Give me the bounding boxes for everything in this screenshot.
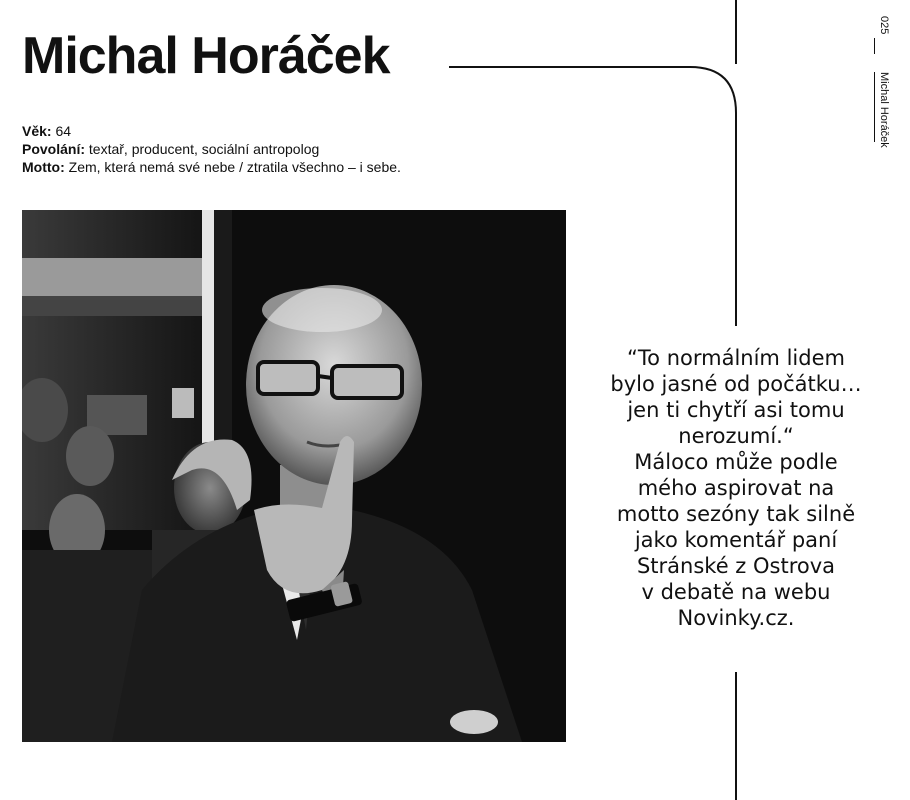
- age-row: [22, 122, 401, 140]
- age-label: Věk:: [22, 123, 52, 139]
- quote-line: jako komentář paní: [634, 528, 838, 552]
- quote-line: Stránské z Ostrova: [636, 554, 836, 578]
- page-number-tick: [874, 38, 875, 54]
- quote-line: bylo jasné od počátku…: [610, 372, 862, 396]
- motto-label: Motto:: [22, 159, 65, 175]
- occupation-value: textař, producent, sociální antropolog: [88, 141, 320, 157]
- running-name-rule: [874, 72, 875, 142]
- portrait-illustration: [22, 210, 566, 742]
- quote-line: motto sezóny tak silně: [616, 502, 856, 526]
- quote-line: “To normálním lidem: [627, 346, 845, 370]
- occupation-row: [22, 140, 401, 158]
- profile-info: [22, 122, 401, 176]
- portrait-photo: [22, 210, 566, 742]
- pull-quote: [586, 345, 886, 631]
- quote-line: v debatě na webu: [641, 580, 831, 604]
- age-value: 64: [55, 123, 72, 139]
- motto-row: [22, 158, 401, 176]
- page-number: 025: [878, 16, 890, 35]
- running-name: Michal Horáček: [878, 72, 890, 148]
- quote-line: Máloco může podle: [634, 450, 838, 474]
- page-title: Michal Horáček: [22, 27, 390, 85]
- motto-value: Zem, která nemá své nebe / ztratila všechno – i sebe.: [68, 159, 401, 175]
- quote-line: nerozumí.“: [678, 424, 794, 448]
- quote-line: mého aspirovat na: [637, 476, 835, 500]
- occupation-label: Povolání:: [22, 141, 86, 157]
- quote-line: jen ti chytří asi tomu: [627, 398, 845, 422]
- quote-line: Novinky.cz.: [677, 606, 795, 630]
